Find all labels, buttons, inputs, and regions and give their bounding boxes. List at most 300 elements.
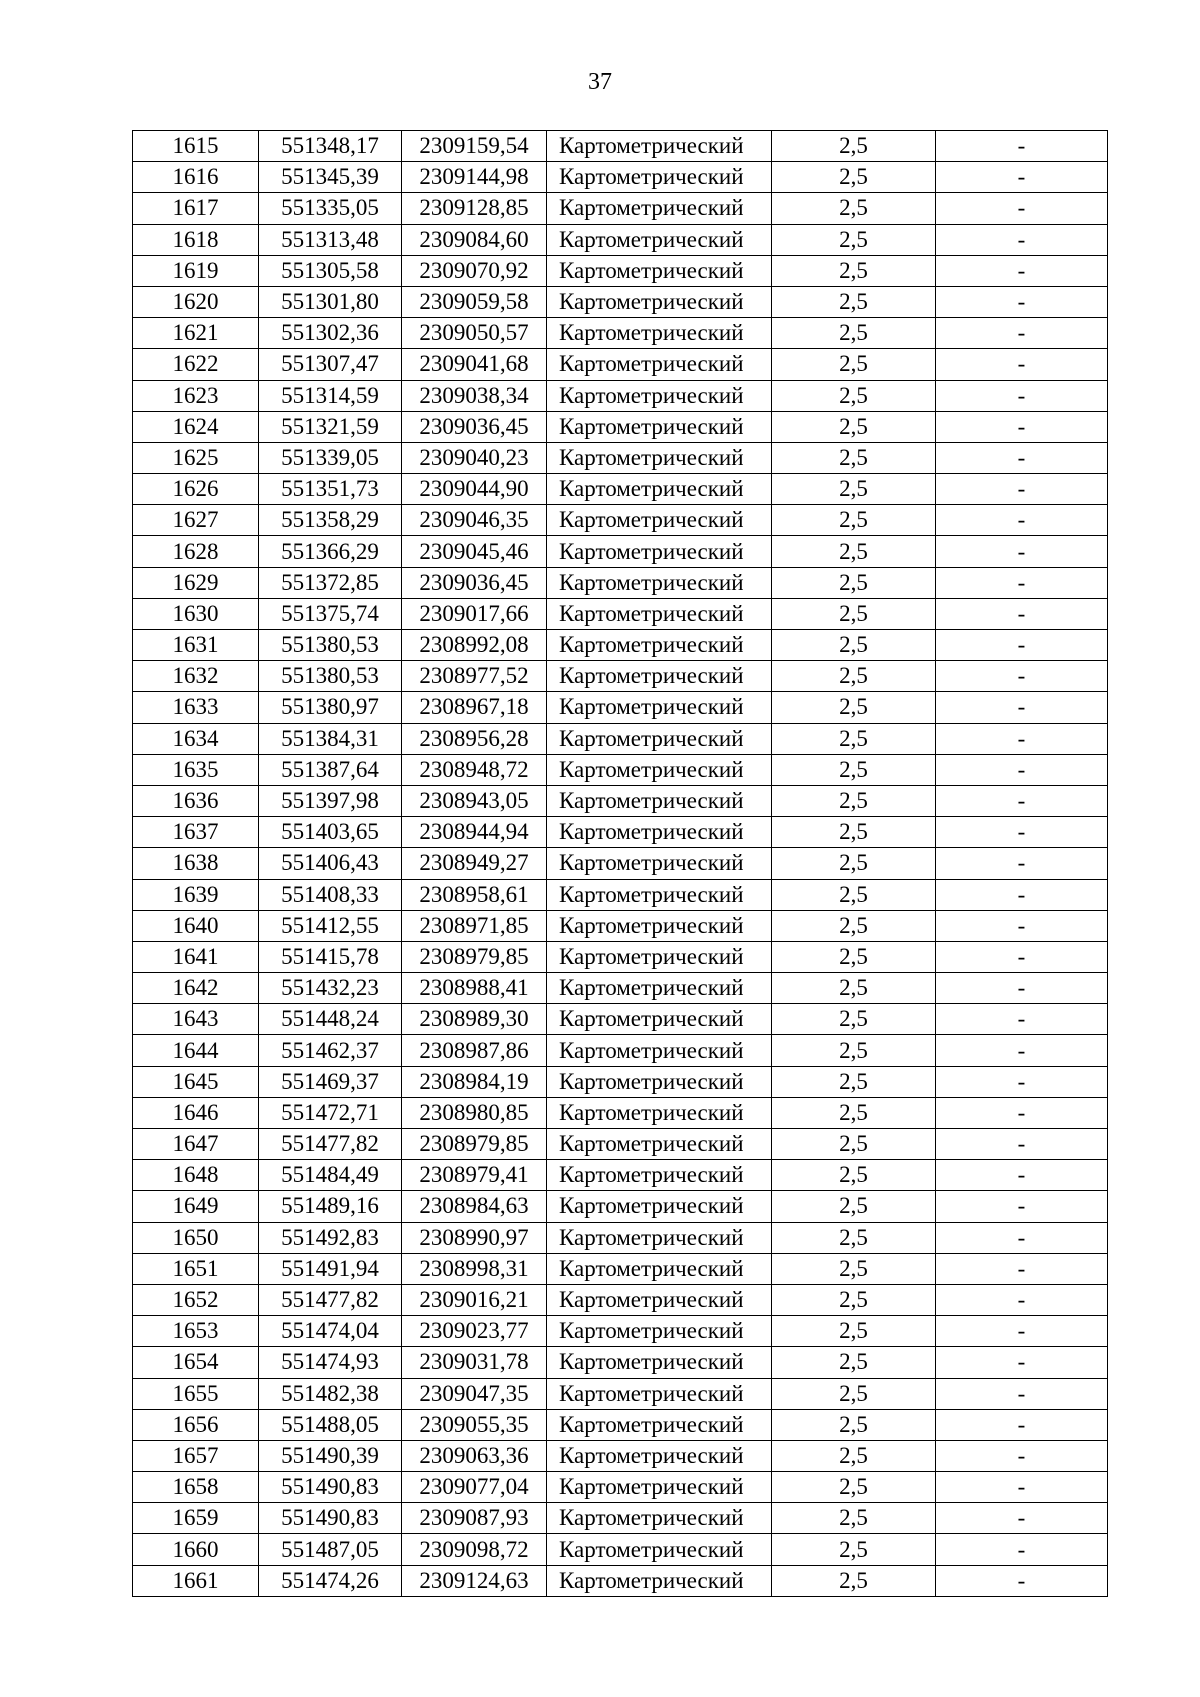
point-number-cell: 1620 [133,286,259,317]
description-cell: - [936,1440,1108,1471]
point-number-cell: 1624 [133,411,259,442]
y-coordinate-cell: 2308989,30 [402,1004,547,1035]
point-number-cell: 1622 [133,349,259,380]
table-row [133,1378,1108,1409]
page-number: 37 [588,69,612,95]
description-cell: - [936,1097,1108,1128]
accuracy-cell: 2,5 [772,661,936,692]
table-row [133,723,1108,754]
x-coordinate-cell: 551314,59 [259,380,402,411]
y-coordinate-cell: 2309036,45 [402,567,547,598]
table-row [133,1066,1108,1097]
y-coordinate-cell: 2309055,35 [402,1409,547,1440]
table-row [133,1316,1108,1347]
point-number-cell: 1617 [133,193,259,224]
accuracy-cell: 2,5 [772,1191,936,1222]
y-coordinate-cell: 2308984,19 [402,1066,547,1097]
method-cell: Картометрический [547,131,772,162]
method-cell: Картометрический [547,1503,772,1534]
accuracy-cell: 2,5 [772,1066,936,1097]
description-cell: - [936,692,1108,723]
description-cell: - [936,224,1108,255]
method-cell: Картометрический [547,598,772,629]
method-cell: Картометрический [547,1004,772,1035]
table-row [133,661,1108,692]
accuracy-cell: 2,5 [772,255,936,286]
description-cell: - [936,1191,1108,1222]
accuracy-cell: 2,5 [772,1565,936,1596]
method-cell: Картометрический [547,1534,772,1565]
point-number-cell: 1645 [133,1066,259,1097]
x-coordinate-cell: 551474,93 [259,1347,402,1378]
accuracy-cell: 2,5 [772,1472,936,1503]
description-cell: - [936,1160,1108,1191]
x-coordinate-cell: 551484,49 [259,1160,402,1191]
x-coordinate-cell: 551380,53 [259,661,402,692]
y-coordinate-cell: 2308992,08 [402,630,547,661]
description-cell: - [936,1565,1108,1596]
accuracy-cell: 2,5 [772,1378,936,1409]
x-coordinate-cell: 551490,39 [259,1440,402,1471]
description-cell: - [936,162,1108,193]
description-cell: - [936,661,1108,692]
method-cell: Картометрический [547,1160,772,1191]
table-row [133,1191,1108,1222]
point-number-cell: 1656 [133,1409,259,1440]
method-cell: Картометрический [547,973,772,1004]
y-coordinate-cell: 2308979,85 [402,941,547,972]
table-row [133,817,1108,848]
method-cell: Картометрический [547,474,772,505]
accuracy-cell: 2,5 [772,1222,936,1253]
table-row [133,879,1108,910]
y-coordinate-cell: 2309031,78 [402,1347,547,1378]
accuracy-cell: 2,5 [772,1035,936,1066]
x-coordinate-cell: 551448,24 [259,1004,402,1035]
point-number-cell: 1659 [133,1503,259,1534]
y-coordinate-cell: 2309046,35 [402,505,547,536]
y-coordinate-cell: 2308948,72 [402,754,547,785]
table-row [133,630,1108,661]
accuracy-cell: 2,5 [772,411,936,442]
x-coordinate-cell: 551477,82 [259,1129,402,1160]
point-number-cell: 1630 [133,598,259,629]
x-coordinate-cell: 551490,83 [259,1503,402,1534]
accuracy-cell: 2,5 [772,1097,936,1128]
x-coordinate-cell: 551313,48 [259,224,402,255]
accuracy-cell: 2,5 [772,754,936,785]
table-row [133,349,1108,380]
point-number-cell: 1647 [133,1129,259,1160]
point-number-cell: 1634 [133,723,259,754]
x-coordinate-cell: 551372,85 [259,567,402,598]
table-row [133,131,1108,162]
accuracy-cell: 2,5 [772,505,936,536]
y-coordinate-cell: 2308956,28 [402,723,547,754]
method-cell: Картометрический [547,1035,772,1066]
table-row [133,505,1108,536]
x-coordinate-cell: 551432,23 [259,973,402,1004]
point-number-cell: 1629 [133,567,259,598]
table-row [133,411,1108,442]
accuracy-cell: 2,5 [772,474,936,505]
y-coordinate-cell: 2308990,97 [402,1222,547,1253]
point-number-cell: 1633 [133,692,259,723]
point-number-cell: 1649 [133,1191,259,1222]
x-coordinate-cell: 551387,64 [259,754,402,785]
y-coordinate-cell: 2309040,23 [402,442,547,473]
method-cell: Картометрический [547,286,772,317]
y-coordinate-cell: 2309038,34 [402,380,547,411]
y-coordinate-cell: 2309063,36 [402,1440,547,1471]
table-row [133,973,1108,1004]
table-row [133,1565,1108,1596]
table-row [133,1472,1108,1503]
y-coordinate-cell: 2308984,63 [402,1191,547,1222]
accuracy-cell: 2,5 [772,785,936,816]
point-number-cell: 1627 [133,505,259,536]
y-coordinate-cell: 2308979,41 [402,1160,547,1191]
y-coordinate-cell: 2308949,27 [402,848,547,879]
accuracy-cell: 2,5 [772,941,936,972]
table-row [133,1284,1108,1315]
table-row [133,255,1108,286]
description-cell: - [936,255,1108,286]
point-number-cell: 1618 [133,224,259,255]
method-cell: Картометрический [547,910,772,941]
method-cell: Картометрический [547,162,772,193]
description-cell: - [936,536,1108,567]
y-coordinate-cell: 2309047,35 [402,1378,547,1409]
accuracy-cell: 2,5 [772,193,936,224]
accuracy-cell: 2,5 [772,1534,936,1565]
method-cell: Картометрический [547,754,772,785]
table-row [133,1409,1108,1440]
description-cell: - [936,1472,1108,1503]
y-coordinate-cell: 2308979,85 [402,1129,547,1160]
x-coordinate-cell: 551305,58 [259,255,402,286]
accuracy-cell: 2,5 [772,286,936,317]
description-cell: - [936,505,1108,536]
x-coordinate-cell: 551375,74 [259,598,402,629]
point-number-cell: 1623 [133,380,259,411]
description-cell: - [936,723,1108,754]
x-coordinate-cell: 551469,37 [259,1066,402,1097]
x-coordinate-cell: 551472,71 [259,1097,402,1128]
x-coordinate-cell: 551406,43 [259,848,402,879]
description-cell: - [936,286,1108,317]
description-cell: - [936,1503,1108,1534]
method-cell: Картометрический [547,692,772,723]
point-number-cell: 1658 [133,1472,259,1503]
x-coordinate-cell: 551488,05 [259,1409,402,1440]
method-cell: Картометрический [547,1378,772,1409]
accuracy-cell: 2,5 [772,162,936,193]
y-coordinate-cell: 2308988,41 [402,973,547,1004]
method-cell: Картометрический [547,661,772,692]
method-cell: Картометрический [547,879,772,910]
method-cell: Картометрический [547,1284,772,1315]
method-cell: Картометрический [547,1440,772,1471]
table-row [133,1160,1108,1191]
x-coordinate-cell: 551351,73 [259,474,402,505]
point-number-cell: 1650 [133,1222,259,1253]
method-cell: Картометрический [547,1253,772,1284]
y-coordinate-cell: 2309128,85 [402,193,547,224]
method-cell: Картометрический [547,505,772,536]
x-coordinate-cell: 551477,82 [259,1284,402,1315]
y-coordinate-cell: 2308971,85 [402,910,547,941]
table-row [133,286,1108,317]
point-number-cell: 1638 [133,848,259,879]
accuracy-cell: 2,5 [772,910,936,941]
x-coordinate-cell: 551489,16 [259,1191,402,1222]
method-cell: Картометрический [547,848,772,879]
point-number-cell: 1655 [133,1378,259,1409]
y-coordinate-cell: 2309144,98 [402,162,547,193]
point-number-cell: 1642 [133,973,259,1004]
point-number-cell: 1636 [133,785,259,816]
x-coordinate-cell: 551408,33 [259,879,402,910]
x-coordinate-cell: 551474,26 [259,1565,402,1596]
x-coordinate-cell: 551384,31 [259,723,402,754]
accuracy-cell: 2,5 [772,1253,936,1284]
y-coordinate-cell: 2308944,94 [402,817,547,848]
description-cell: - [936,442,1108,473]
description-cell: - [936,598,1108,629]
point-number-cell: 1632 [133,661,259,692]
x-coordinate-cell: 551335,05 [259,193,402,224]
y-coordinate-cell: 2309124,63 [402,1565,547,1596]
accuracy-cell: 2,5 [772,131,936,162]
accuracy-cell: 2,5 [772,1316,936,1347]
table-row [133,910,1108,941]
point-number-cell: 1644 [133,1035,259,1066]
y-coordinate-cell: 2308980,85 [402,1097,547,1128]
point-number-cell: 1626 [133,474,259,505]
y-coordinate-cell: 2308987,86 [402,1035,547,1066]
x-coordinate-cell: 551474,04 [259,1316,402,1347]
method-cell: Картометрический [547,1191,772,1222]
method-cell: Картометрический [547,224,772,255]
y-coordinate-cell: 2308998,31 [402,1253,547,1284]
accuracy-cell: 2,5 [772,879,936,910]
method-cell: Картометрический [547,442,772,473]
method-cell: Картометрический [547,1129,772,1160]
method-cell: Картометрический [547,255,772,286]
table-row [133,754,1108,785]
description-cell: - [936,1253,1108,1284]
description-cell: - [936,1222,1108,1253]
x-coordinate-cell: 551345,39 [259,162,402,193]
method-cell: Картометрический [547,817,772,848]
point-number-cell: 1616 [133,162,259,193]
description-cell: - [936,1316,1108,1347]
accuracy-cell: 2,5 [772,1503,936,1534]
x-coordinate-cell: 551415,78 [259,941,402,972]
accuracy-cell: 2,5 [772,1284,936,1315]
table-row [133,598,1108,629]
description-cell: - [936,567,1108,598]
y-coordinate-cell: 2308958,61 [402,879,547,910]
table-row [133,442,1108,473]
point-number-cell: 1641 [133,941,259,972]
description-cell: - [936,1534,1108,1565]
description-cell: - [936,785,1108,816]
table-row [133,474,1108,505]
description-cell: - [936,411,1108,442]
point-number-cell: 1625 [133,442,259,473]
table-row [133,941,1108,972]
y-coordinate-cell: 2309016,21 [402,1284,547,1315]
description-cell: - [936,910,1108,941]
description-cell: - [936,349,1108,380]
point-number-cell: 1631 [133,630,259,661]
y-coordinate-cell: 2309036,45 [402,411,547,442]
description-cell: - [936,1035,1108,1066]
point-number-cell: 1652 [133,1284,259,1315]
coordinates-table-body [133,131,1108,1597]
y-coordinate-cell: 2309077,04 [402,1472,547,1503]
description-cell: - [936,1347,1108,1378]
table-row [133,1035,1108,1066]
x-coordinate-cell: 551339,05 [259,442,402,473]
accuracy-cell: 2,5 [772,630,936,661]
description-cell: - [936,380,1108,411]
x-coordinate-cell: 551358,29 [259,505,402,536]
description-cell: - [936,848,1108,879]
description-cell: - [936,817,1108,848]
y-coordinate-cell: 2309045,46 [402,536,547,567]
accuracy-cell: 2,5 [772,1004,936,1035]
accuracy-cell: 2,5 [772,817,936,848]
point-number-cell: 1621 [133,318,259,349]
x-coordinate-cell: 551321,59 [259,411,402,442]
accuracy-cell: 2,5 [772,1347,936,1378]
point-number-cell: 1648 [133,1160,259,1191]
table-row [133,224,1108,255]
table-row [133,1347,1108,1378]
point-number-cell: 1639 [133,879,259,910]
y-coordinate-cell: 2309098,72 [402,1534,547,1565]
point-number-cell: 1646 [133,1097,259,1128]
method-cell: Картометрический [547,567,772,598]
accuracy-cell: 2,5 [772,1440,936,1471]
accuracy-cell: 2,5 [772,973,936,1004]
method-cell: Картометрический [547,536,772,567]
x-coordinate-cell: 551491,94 [259,1253,402,1284]
method-cell: Картометрический [547,349,772,380]
method-cell: Картометрический [547,380,772,411]
method-cell: Картометрический [547,1066,772,1097]
point-number-cell: 1615 [133,131,259,162]
method-cell: Картометрический [547,1565,772,1596]
accuracy-cell: 2,5 [772,723,936,754]
accuracy-cell: 2,5 [772,1129,936,1160]
y-coordinate-cell: 2309023,77 [402,1316,547,1347]
table-row [133,692,1108,723]
x-coordinate-cell: 551301,80 [259,286,402,317]
x-coordinate-cell: 551403,65 [259,817,402,848]
accuracy-cell: 2,5 [772,1409,936,1440]
accuracy-cell: 2,5 [772,380,936,411]
accuracy-cell: 2,5 [772,536,936,567]
method-cell: Картометрический [547,630,772,661]
y-coordinate-cell: 2308943,05 [402,785,547,816]
table-row [133,1222,1108,1253]
point-number-cell: 1637 [133,817,259,848]
method-cell: Картометрический [547,411,772,442]
method-cell: Картометрический [547,1472,772,1503]
accuracy-cell: 2,5 [772,567,936,598]
table-row [133,567,1108,598]
point-number-cell: 1643 [133,1004,259,1035]
description-cell: - [936,754,1108,785]
description-cell: - [936,1284,1108,1315]
y-coordinate-cell: 2308977,52 [402,661,547,692]
x-coordinate-cell: 551302,36 [259,318,402,349]
table-row [133,1440,1108,1471]
description-cell: - [936,1129,1108,1160]
y-coordinate-cell: 2309159,54 [402,131,547,162]
y-coordinate-cell: 2309017,66 [402,598,547,629]
x-coordinate-cell: 551380,53 [259,630,402,661]
table-row [133,1253,1108,1284]
method-cell: Картометрический [547,941,772,972]
x-coordinate-cell: 551482,38 [259,1378,402,1409]
description-cell: - [936,941,1108,972]
accuracy-cell: 2,5 [772,349,936,380]
table-row [133,1534,1108,1565]
description-cell: - [936,1004,1108,1035]
method-cell: Картометрический [547,1097,772,1128]
y-coordinate-cell: 2309044,90 [402,474,547,505]
y-coordinate-cell: 2309087,93 [402,1503,547,1534]
x-coordinate-cell: 551366,29 [259,536,402,567]
point-number-cell: 1651 [133,1253,259,1284]
table-row [133,1129,1108,1160]
x-coordinate-cell: 551492,83 [259,1222,402,1253]
method-cell: Картометрический [547,1347,772,1378]
method-cell: Картометрический [547,785,772,816]
table-row [133,848,1108,879]
point-number-cell: 1628 [133,536,259,567]
point-number-cell: 1653 [133,1316,259,1347]
accuracy-cell: 2,5 [772,318,936,349]
accuracy-cell: 2,5 [772,692,936,723]
description-cell: - [936,973,1108,1004]
method-cell: Картометрический [547,1222,772,1253]
table-row [133,318,1108,349]
x-coordinate-cell: 551397,98 [259,785,402,816]
y-coordinate-cell: 2309059,58 [402,286,547,317]
y-coordinate-cell: 2309070,92 [402,255,547,286]
point-number-cell: 1660 [133,1534,259,1565]
method-cell: Картометрический [547,1409,772,1440]
table-row [133,1503,1108,1534]
accuracy-cell: 2,5 [772,1160,936,1191]
accuracy-cell: 2,5 [772,598,936,629]
point-number-cell: 1635 [133,754,259,785]
description-cell: - [936,879,1108,910]
description-cell: - [936,318,1108,349]
method-cell: Картометрический [547,193,772,224]
description-cell: - [936,1409,1108,1440]
description-cell: - [936,193,1108,224]
point-number-cell: 1654 [133,1347,259,1378]
description-cell: - [936,474,1108,505]
x-coordinate-cell: 551412,55 [259,910,402,941]
